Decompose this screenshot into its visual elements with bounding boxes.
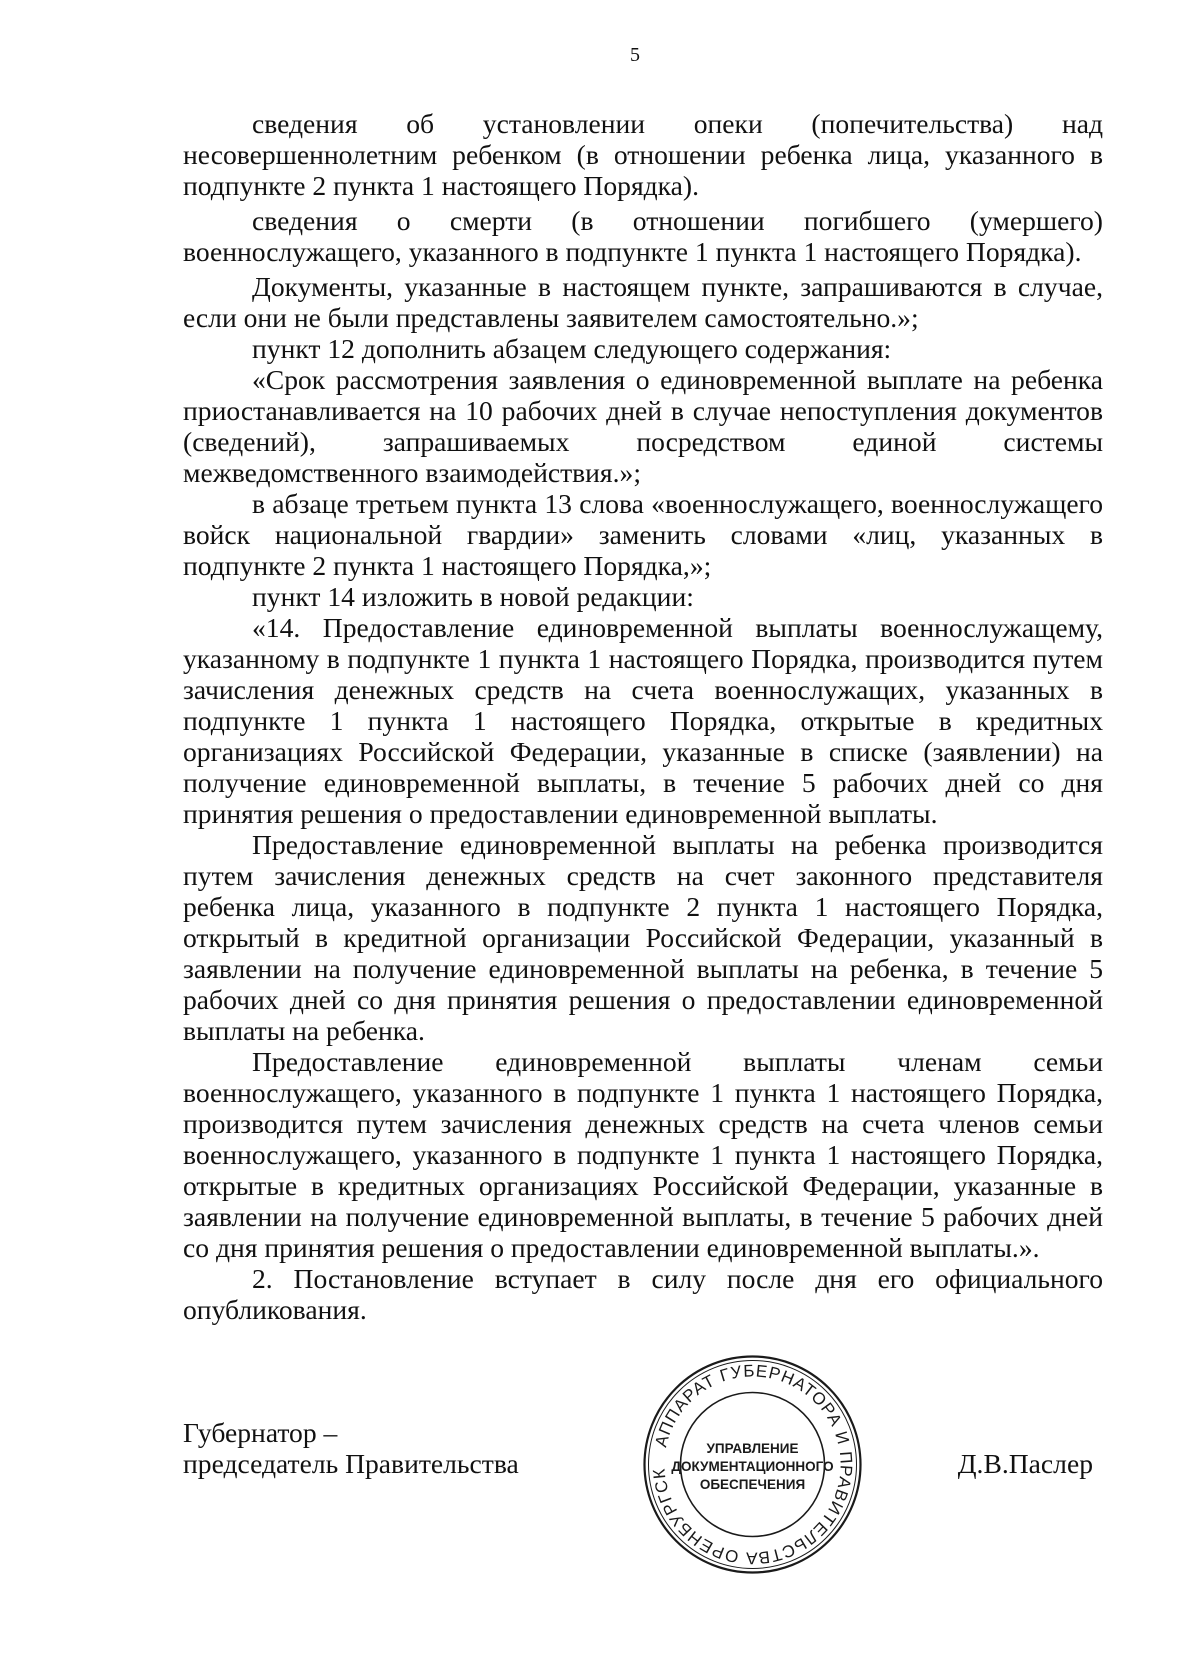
paragraph: пункт 12 дополнить абзацем следующего содержания: xyxy=(252,333,892,364)
signatory-title-line1: Губернатор – xyxy=(183,1417,338,1448)
stamp-center-line3: ОБЕСПЕЧЕНИЯ xyxy=(699,1477,806,1492)
official-stamp xyxy=(641,1353,864,1576)
paragraph: Предоставление единовременной выплаты на ребенка производится путем зачисления денежных средств на счет законного представителя ребенка лица, указанного в подпункте 2 пункта 1 настоящего Порядка, открытый в кредитной организации Российской Федерации, указанный в заявлении на получение единовременной выплаты на ребенка, в течение 5 рабочих дней со дня принятия решения о предоставлении единовременной выплаты на ребенка. xyxy=(183,829,1103,1046)
paragraph: Документы, указанные в настоящем пункте, запрашиваются в случае, если они не были представлены заявителем самостоятельно.»; xyxy=(183,271,1103,333)
paragraph: сведения об установлении опеки (попечительства) над несовершеннолетним ребенком (в отношении ребенка лица, указанного в подпункте 2 пункта 1 настоящего Порядка). xyxy=(183,108,1103,201)
document-body xyxy=(183,108,1103,1325)
paragraph: в абзаце третьем пункта 13 слова «военнослужащего, военнослужащего войск национальной гвардии» заменить словами «лиц, указанных в подпункте 2 пункта 1 настоящего Порядка,»; xyxy=(183,488,1103,581)
signatory-title-line2: председатель Правительства xyxy=(183,1448,519,1479)
paragraph: «14. Предоставление единовременной выплаты военнослужащему, указанному в подпункте 1 пункта 1 настоящего Порядка, производится путем зачисления денежных средств на счета военнослужащих, указанных в подпункте 1 пункта 1 настоящего Порядка, открытые в кредитных организациях Российской Федерации, указанные в списке (заявлении) на получение единовременной выплаты, в течение 5 рабочих дней со дня принятия решения о предоставлении единовременной выплаты. xyxy=(183,612,1103,829)
stamp-center-line1: УПРАВЛЕНИЕ xyxy=(706,1441,799,1456)
signatory-title xyxy=(183,1417,519,1479)
paragraph: «Срок рассмотрения заявления о единовременной выплате на ребенка приостанавливается на 10 рабочих дней в случае непоступления документов (сведений), запрашиваемых посредством единой системы межведомственного взаимодействия.»; xyxy=(183,364,1103,488)
paragraph: сведения о смерти (в отношении погибшего (умершего) военнослужащего, указанного в подпункте 1 пункта 1 настоящего Порядка). xyxy=(183,205,1103,267)
paragraph: пункт 14 изложить в новой редакции: xyxy=(252,581,694,612)
stamp-center-line2: ДОКУМЕНТАЦИОННОГО xyxy=(671,1459,834,1474)
paragraph: Предоставление единовременной выплаты членам семьи военнослужащего, указанного в подпункте 1 пункта 1 настоящего Порядка, производится путем зачисления денежных средств на счета членов семьи военнослужащего, указанного в подпункте 1 пункта 1 настоящего Порядка, открытые в кредитных организациях Российской Федерации, указанные в заявлении на получение единовременной выплаты, в течение 5 рабочих дней со дня принятия решения о предоставлении единовременной выплаты.». xyxy=(183,1046,1103,1263)
paragraph: 2. Постановление вступает в силу после дня его официального опубликования. xyxy=(183,1263,1103,1325)
signatory-name: Д.В.Паслер xyxy=(957,1448,1093,1479)
page-number: 5 xyxy=(630,44,640,66)
stamp-ring-text: АППАРАТ ГУБЕРНАТОРА И ПРАВИТЕЛЬСТВА ОРЕНБУРГСК xyxy=(649,1361,856,1568)
